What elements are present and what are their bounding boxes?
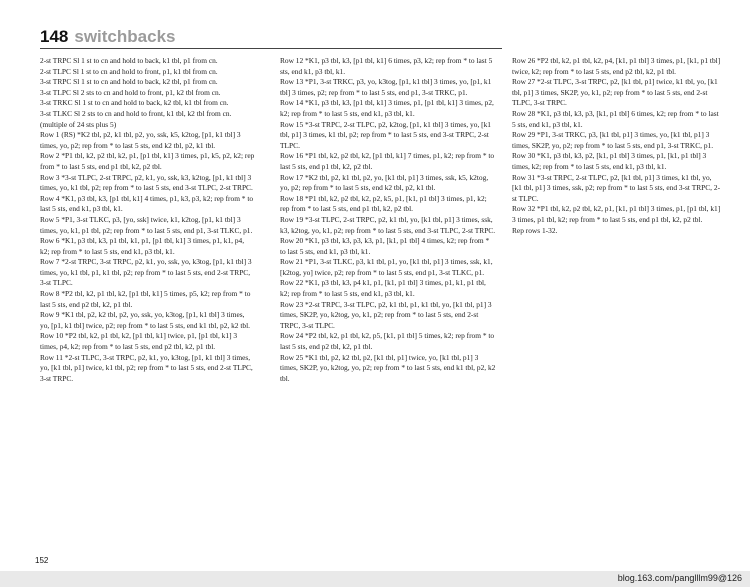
pattern-line: Row 20 *K1, p3 tbl, k3, p3, k3, p1, [k1, p1 tbl] 4 times, k2; rep from * to last 5 sts, end k1, p3 tbl, k1. <box>280 236 490 256</box>
pattern-line: 2-st TLPC Sl 1 st to cn and hold to front, p1, k1 tbl from cn. <box>40 66 218 76</box>
pattern-line: Rep rows 1-32. <box>512 225 558 235</box>
pattern-line: Row 27 *2-st TLPC, 3-st TRPC, p2, [k1 tbl, p1] twice, k1 tbl, yo, [k1 tbl, p1] 3 times, SK2P, yo, k1, p2; rep from * to last 5 sts, end 2-st TLPC, 3-st TRPC. <box>512 77 718 108</box>
pattern-line: Row 10 *P2 tbl, k2, p1 tbl, k2, [p1 tbl, k1] twice, p1, [p1 tbl, k1] 3 times, p4, k2; rep from * to last 5 sts, end p2 tbl, k2, p1 tbl. <box>40 331 238 352</box>
section-title: switchbacks <box>74 27 176 46</box>
pattern-line: 2-st TRPC Sl 1 st to cn and hold to back, k1 tbl, p1 from cn. <box>40 56 218 65</box>
pattern-line: Row 14 *K1, p3 tbl, k3, [p1 tbl, k1] 3 times, p1, [p1 tbl, k1] 3 times, p2, k2; rep from * to last 5 sts, end k1, p3 tbl, k1. <box>280 98 494 118</box>
pattern-line: Row 21 *P1, 3-st TLKC, p3, k1 tbl, p1, yo, [k1 tbl, p1] 3 times, ssk, k1, [k2tog, yo] twice, p2; rep from * to last 5 sts, end p1, 3-st TLKC, p1. <box>280 257 493 277</box>
pattern-line: Row 7 *2-st TRPC, 3-st TRPC, p2, k1, yo, ssk, yo, k3tog, [p1, k1 tbl] 3 times, yo, k1 tbl, p1, k1 tbl, p2; rep from * to last 5 sts, end 2-st TRPC, 3-st TLPC. <box>40 257 252 288</box>
pattern-line: Row 12 *K1, p3 tbl, k3, [p1 tbl, k1] 6 times, p3, k2; rep from * to last 5 sts, end k1, p3 tbl, k1. <box>280 56 493 76</box>
pattern-line: 3-st TLPC Sl 2 sts to cn and hold to front, p1, k2 tbl from cn. <box>40 87 221 97</box>
pattern-line: Row 29 *P1, 3-st TRKC, p3, [k1 tbl, p1] 3 times, yo, [k1 tbl, p1] 3 times, SK2P, yo, p2; rep from * to last 5 sts, end p1, 3-st TRKC, p1. <box>512 130 714 150</box>
pattern-line: Row 31 *3-st TRPC, 2-st TLPC, p2, [k1 tbl, p1] 3 times, k1 tbl, yo, [k1 tbl, p1] 3 times, ssk, p2; rep from * to last 5 sts, end 3-st TRPC, 2-st TLPC. <box>512 172 721 203</box>
pattern-line: Row 26 *P2 tbl, k2, p1 tbl, k2, p4, [k1, p1 tbl] 3 times, p1, [k1, p1 tbl] twice, k2; rep from * to last 5 sts, end p2 tbl, k2, p1 tbl. <box>512 56 721 76</box>
pattern-line: Row 5 *P1, 3-st TLKC, p3, [yo, ssk] twice, k1, k2tog, [p1, k1 tbl] 3 times, yo, k1, p1 tbl, p2; rep from * to last 5 sts, end p1, 3-st TLKC, p1. <box>40 214 253 235</box>
pattern-line: Row 18 *P1 tbl, k2, p2 tbl, k2, p2, k5, p1, [k1, p1 tbl] 3 times, p1, k2; rep from * to last 5 sts, end p1 tbl, k2, p2 tbl. <box>280 193 487 214</box>
pattern-line: Row 22 *K1, p3 tbl, k3, p4 k1, p1, [k1, p1 tbl] 3 times, p1, k1, p1 tbl, k2; rep from * to last 5 sts, end k1, p3 tbl, k1. <box>280 278 486 299</box>
text-column-2 <box>280 56 496 384</box>
pattern-line: Row 3 *3-st TLPC, 2-st TRPC, p2, k1, yo, ssk, k3, k2tog, [p1, k1 tbl] 3 times, yo, k1 tbl, p2; rep from * to last 5 sts, end 3-st TLPC, 2-st TRPC. <box>40 172 253 193</box>
page-header <box>40 27 175 47</box>
pattern-line: Row 6 *K1, p3 tbl, k3, p1 tbl, k1, p1, [p1 tbl, k1] 3 times, p1, k1, p4, k2; rep from * to last 5 sts, end k1, p3 tbl, k1. <box>40 236 245 256</box>
pattern-line: 3-st TRKC Sl 1 st to cn and hold to back, k2 tbl, k1 tbl from cn. <box>40 98 229 108</box>
pattern-line: Row 24 *P2 tbl, k2, p1 tbl, k2, p5, [k1, p1 tbl] 5 times, k2; rep from * to last 5 sts, end p2 tbl, k2, p1 tbl. <box>280 331 495 352</box>
page-number-top: 148 <box>40 27 69 46</box>
text-column-1 <box>40 56 255 384</box>
pattern-line: Row 13 *P1, 3-st TRKC, p3, yo, k3tog, [p1, k1 tbl] 3 times, yo, [p1, k1 tbl] 3 times, p2; rep from * to last 5 sts, end p1, 3-st TRKC, p1. <box>280 77 492 97</box>
pattern-line: 3-st TLKC Sl 2 sts to cn and hold to front, k1 tbl, k2 tbl from cn. <box>40 108 232 118</box>
pattern-line: (multiple of 24 sts plus 5) <box>40 119 117 129</box>
page-number-bottom: 152 <box>35 556 49 565</box>
pattern-line: Row 16 *P1 tbl, k2, p2 tbl, k2, [p1 tbl, k1] 7 times, p1, k2; rep from * to last 5 sts, end p1 tbl, k2, p2 tbl. <box>280 151 495 171</box>
pattern-line: Row 25 *K1 tbl, p2, k2 tbl, p2, [k1 tbl, p1] twice, yo, [k1 tbl, p1] 3 times, SK2P, yo, k2tog, yo, p2; rep from * to last 5 sts, end k1 tbl, p2, k2 tbl. <box>280 352 496 383</box>
pattern-line: Row 8 *P2 tbl, k2, p1 tbl, k2, [p1 tbl, k1] 5 times, p5, k2; rep from * to last 5 sts, end p2 tbl, k2, p1 tbl. <box>40 289 251 309</box>
pattern-line: Row 30 *K1, p3 tbl, k3, p2, [k1, p1 tbl] 3 times, p1, [k1, p1 tbl] 3 times, k2; rep from * to last 5 sts, end k1, p3 tbl, k1. <box>512 151 707 171</box>
watermark-text: blog.163.com/panglllm99@126 <box>617 573 742 583</box>
pattern-line: Row 2 *P1 tbl, k2, p2 tbl, k2, p1, [p1 tbl, k1] 3 times, p1, k5, p2, k2; rep from * to last 5 sts, end p1 tbl, k2, p2 tbl. <box>40 151 255 171</box>
watermark-bar <box>0 571 750 587</box>
pattern-line: Row 19 *3-st TLPC, 2-st TRPC, p2, k1 tbl, yo, [k1 tbl, p1] 3 times, ssk, k3, k2tog, yo, k1, p2; rep from * to last 5 sts, end 3-st TLPC, 2-st TRPC. <box>280 214 496 235</box>
pattern-line: Row 15 *3-st TRPC, 2-st TLPC, p2, k2tog, [p1, k1 tbl] 3 times, yo, [k1 tbl, p1] 3 times, k1 tbl, p2; rep from * to last 5 sts, end 3-st TRPC, 2-st TLPC. <box>280 119 491 150</box>
pattern-line: Row 11 *2-st TLPC, 3-st TRPC, p2, k1, yo, k3tog, [p1, k1 tbl] 3 times, yo, [k1 tbl, p1] twice, k1 tbl, p2; rep from * to last 5 sts, end 2-st TLPC, 3-st TRPC. <box>40 352 253 383</box>
pattern-line: Row 32 *P1 tbl, k2, p2 tbl, k2, p1, [k1, p1 tbl] 3 times, p1, [p1 tbl, k1] 3 times, p1 tbl, k2; rep from * to last 5 sts, end p1 tbl, k2, p2 tbl. <box>512 204 721 224</box>
pattern-line: 3-st TRPC Sl 1 st to cn and hold to back, k2 tbl, p1 from cn. <box>40 77 218 87</box>
header-divider <box>40 48 502 49</box>
pattern-line: Row 28 *K1, p3 tbl, k3, p3, [k1, p1 tbl] 6 times, k2; rep from * to last 5 sts, end k1, p3 tbl, k1. <box>512 108 719 129</box>
pattern-line: Row 9 *K1 tbl, p2, k2 tbl, p2, yo, ssk, yo, k3tog, [p1, k1 tbl] 3 times, yo, [p1, k1 tbl] twice, p2; rep from * to last 5 sts, end k1 tbl, p2, k2 tbl. <box>40 310 250 330</box>
pattern-line: Row 17 *K2 tbl, p2, k1 tbl, p2, yo, [k1 tbl, p1] 3 times, ssk, k5, k2tog, yo, p2; rep from * to last 5 sts, end k2 tbl, p2, k1 tbl. <box>280 172 489 193</box>
pattern-line: Row 4 *K1, p3 tbl, k3, [p1 tbl, k1] 4 times, p1, k3, p3, k2; rep from * to last 5 sts, end k1, p3 tbl, k1. <box>40 193 254 214</box>
pattern-line: Row 23 *2-st TRPC, 3-st TLPC, p2, k1 tbl, p1, k1 tbl, yo, [k1 tbl, p1] 3 times, SK2P, yo, k2tog, yo, k1, p2; rep from * to last 5 sts, end 2-st TRPC, 3-st TLPC. <box>280 299 492 330</box>
text-column-3 <box>512 56 722 236</box>
pattern-line: Row 1 (RS) *K2 tbl, p2, k1 tbl, p2, yo, ssk, k5, k2tog, [p1, k1 tbl] 3 times, yo, p2; rep from * to last 5 sts, end k2 tbl, p2, k1 tbl. <box>40 130 241 150</box>
